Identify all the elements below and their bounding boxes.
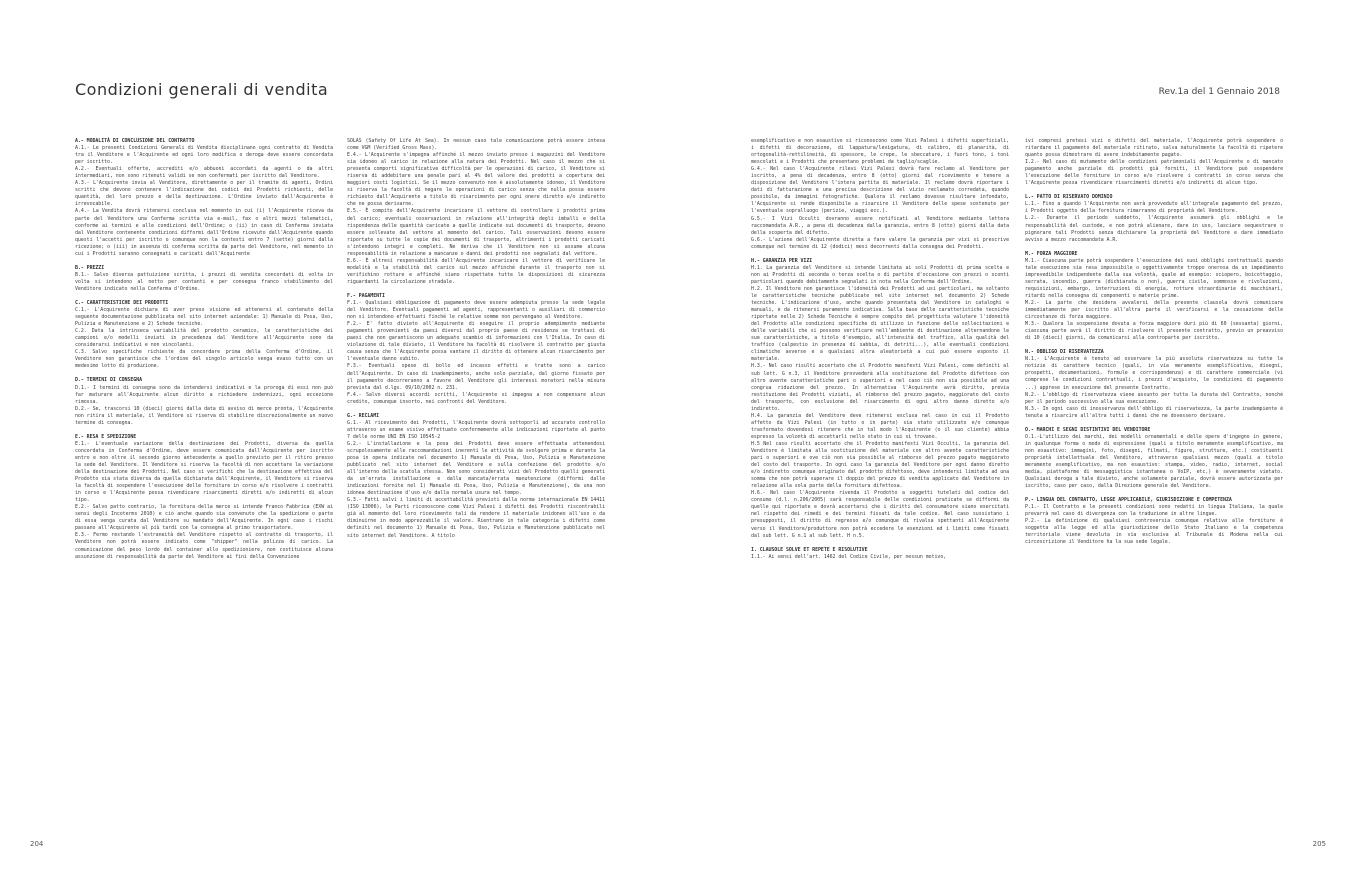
- page-number-right: 205: [1312, 840, 1326, 848]
- clause-paragraph: C.3. Salvo specifiche richieste da concordare prima della Conferma d'Ordine, il Venditore non garantisce che l'ordine del singolo articolo venga evaso tutto con un medesimo lotto di produzione.: [75, 349, 333, 370]
- clause-paragraph: H.6.- Nel caso l'Acquirente rivenda il Prodotto a soggetti tutelati dal codice del consumo (d.l. n.206/2005) sarà responsabile delle condizioni praticate se difformi da quelle qui riportate e dovrà accertarsi che i diritti del consumatore siano esercitati nel rispetto dei rimedi e dei termini fissati da tale codice. Nel caso sussistano i presupposti, il diritto di regresso e/o comunque di rivalsa spettanti all'Acquirente verso il Venditore/produttore non potrà eccedere le esenzioni ed i limiti come fissati dal sub lett. G n.1 al sub lett. H n.5.: [751, 490, 1009, 539]
- clause-paragraph: G.2.- L'installazione e la posa dei Prodotti deve essere effettuata attenendosi scrupolosamente alle raccomandazioni inerenti le attività da svolgere prima e durante la posa in opera indicate nel documento 1) Manuale di Posa, Uso, Pulizia e Manutenzione pubblicato nel sito internet del Venditore e sulla confezione del prodotto e/o all'interno della scatola stessa. Non sono considerati vizi del Prodotto quelli generati da un'errata installazione e dalla mancata/errata manutenzione (difformi dalle indicazioni fornite nel 1) Manuale di Posa, Uso, Pulizia e Manutenzione), da una non idonea destinazione d'uso e/o dalla normale usura nel tempo.: [347, 440, 605, 497]
- clause-paragraph: B.1.- Salvo diversa pattuizione scritta, i prezzi di vendita concordati di volta in volta si intendono al netto per contanti e per consegna franco stabilimento del Venditore indicato nella Conferma d'Ordine.: [75, 271, 333, 292]
- clause-section: [1025, 497, 1283, 546]
- clause-paragraph: N.2.- L'obbligo di riservatezza viene assunto per tutta la durata del Contratto, nonché per il periodo successivo alla sua esecuzione.: [1025, 391, 1283, 405]
- clause-paragraph: F.1.- Qualsiasi obbligazione di pagamento deve essere adempiuta presso la sede legale del Venditore. Eventuali pagamenti ad agenti, rappresentanti o ausiliari di commercio non si intendono effettuati finché le relative somme non pervengano al Venditore.: [347, 300, 605, 321]
- clause-paragraph: esemplificativo e non esaustivo si riconoscono come Vizi Palesi i difetti superficiali, i difetti di decorazione, di lappatura/levigatura, di calibro, di planarità, di ortogonalità-rettilineità, di spessore, le crepe, le sbeccature, i fuori tono, i toni mescolati e i Prodotti che presentano problemi da taglio/scaglie.: [751, 138, 1009, 166]
- text-column-2: [347, 138, 605, 547]
- clause-paragraph: I.2.- Nel caso di mutamento delle condizioni patrimoniali dell'Acquirente o di mancato pagamento anche parziale di prodotti già forniti, il Venditore può sospendere l'esecuzione delle forniture in corso e/o risolvere i contratti in corso senza che l'Acquirente possa rivendicare risarcimenti diretti e/o indiretti di alcun tipo.: [1025, 159, 1283, 187]
- clause-section: [1025, 194, 1283, 243]
- clause-paragraph: E.2.- Salvo patto contrario, la fornitura della merce si intende Franco Fabbrica (EXW ai sensi degli Incoterms 2010) e ciò anche quando sia convenuto che la spedizione o parte di essa venga curata dal Venditore su mandato dell'Acquirente. In ogni caso i rischi passano all'Acquirente al più tardi con la consegna al primo trasportatore.: [75, 504, 333, 532]
- clause-paragraph: SOLAS (Safety Of Life At Sea). In nessun caso tale comunicazione potrà essere intesa come VGM (Verified Gross Mass).: [347, 138, 605, 152]
- clause-paragraph: ivi compresi pretesi vizi o difetti del materiale, l'Acquirente potrà sospendere o ritardare il pagamento del materiale ritirato, salva naturalmente la facoltà di ripetere quanto possa dimostrare di avere indebitamente pagato.: [1025, 138, 1283, 159]
- clause-paragraph: N.3.- In ogni caso di inosservanza dell'obbligo di riservatezza, la parte inadempiente è tenuta a risarcire all'altra tutti i danni che ne dovessero derivare.: [1025, 405, 1283, 419]
- clause-paragraph: G.6.- L'azione dell'Acquirente diretta a fare valere la garanzia per vizi si prescrive comunque nel termine di 12 (dodici) mesi decorrenti dalla consegna dei Prodotti.: [751, 236, 1009, 250]
- section-heading: N.- OBBLIGO DI RISERVATEZZA: [1025, 349, 1104, 356]
- clause-section: [75, 434, 333, 561]
- clause-paragraph: L.1.- Fino a quando l'Acquirente non avrà provveduto all'integrale pagamento del prezzo, i Prodotti oggetto della fornitura rimarranno di proprietà del Venditore.: [1025, 201, 1283, 215]
- revision-label: Rev.1a del 1 Gennaio 2018: [1158, 87, 1280, 97]
- clause-paragraph: C.2. Data la intrinseca variabilità del prodotto ceramico, le caratteristiche dei campioni e/o modelli inviati in precedenza dal Venditore all'Acquirente sono da considerarsi indicativi e non vincolanti.: [75, 328, 333, 349]
- clause-paragraph: H.3.- Nel caso risulti accertato che il Prodotto manifesti Vizi Palesi, come definiti al sub lett. G n.3, il Venditore provvederà alla sostituzione del Prodotto difettoso con altro avente caratteristiche pari o superiori e nel caso ciò non sia possibile ad una congrua riduzione del prezzo. In alternativa l'Acquirente avrà diritto, previa restituzione dei Prodotti viziati, al rimborso del prezzo pagato, maggiorato del costo del trasporto, con esclusione del risarcimento di ogni altro danno diretto e/o indiretto.: [751, 363, 1009, 412]
- clause-paragraph: C.1.- L'Acquirente dichiara di aver preso visione ed attenersi al contenuto della seguente documentazione pubblicata nel sito internet aziendale: 1) Manuale di Posa, Uso, Pulizia e Manutenzione e 2) Schede tecniche.: [75, 307, 333, 328]
- section-heading: H.- GARANZIA PER VIZI: [751, 257, 813, 264]
- clause-paragraph: E.1.- L'eventuale variazione della destinazione dei Prodotti, diversa da quella concordata in Conferma d'Ordine, deve essere comunicata dall'Acquirente per iscritto entro e non oltre il secondo giorno antecedente a quello previsto per il ritiro presso la sede del Venditore. Il Venditore si riserva la facoltà di non accettare la variazione della destinazione dei Prodotti. Nel caso si verifichi che la destinazione effettiva del Prodotto sia stata diversa da quella dichiarata dall'Acquirente, il Venditore si riserva la facoltà di sospendere l'esecuzione delle forniture in corso e/o risolvere i contratti in corso e l'Acquirente possa rivendicare risarcimenti diretti e/o indiretti di alcun tipo.: [75, 440, 333, 504]
- clause-paragraph: D.2.- Se, trascorsi 10 (dieci) giorni dalla data di avviso di merce pronta, l'Acquirente non ritira il materiale, il Venditore si riserva di stabilire discrezionalmente un nuovo termine di consegna.: [75, 405, 333, 426]
- clause-paragraph: G.1.- Al ricevimento dei Prodotti, l'Acquirente dovrà sottoporli ad accurato controllo attraverso un esame visivo effettuato conformemente alle indicazioni riportate al punto 7 delle norme UNI EN ISO 10545-2: [347, 419, 605, 440]
- clause-paragraph: H.2. Il Venditore non garantisce l'idoneità dei Prodotti ad usi particolari, ma soltanto le caratteristiche tecniche pubblicate nel sito internet nel documento 2) Schede tecniche. L'indicazione d'uso, anche quando presentata dal Venditore in cataloghi e manuali, è da ritenersi puramente indicativa. Sulla base delle caratteristiche tecniche riportate nelle 2) Schede Tecniche è sempre compito del progettista valutare l'idoneità del Prodotto alle condizioni specifiche di utilizzo in funzione delle sollecitazioni e delle variabili che si possono verificare nell'ambiente di destinazione alternandone le sue caratteristiche, a titolo d'esempio, all'intensità del traffico, alla qualità del traffico (calpestio in presenza di sabbia, di detriti...), alle eventuali condizioni climatiche avverse e a qualsiasi altra aleatorietà a cui può essere esposto il materiale.: [751, 285, 1009, 363]
- section-heading: F.- PAGAMENTI: [347, 292, 385, 299]
- clause-paragraph: D.1.- I termini di consegna sono da intendersi indicativi e la proroga di essi non può far maturare all'Acquirente alcun diritto a richiedere indennizzi, ogni eccezione rimossa.: [75, 384, 333, 405]
- clause-section: [751, 258, 1009, 540]
- clause-paragraph: F.4.- Salvo diversi accordi scritti, l'Acquirente si impegna a non compensare alcun credito, comunque insorto, nei confronti del Venditore.: [347, 391, 605, 405]
- clause-paragraph: M.2.- La parte che desidera avvalersi della presente clausola dovrà comunicare immediatamente per iscritto all'altra parte il verificarsi e la cessazione delle circostanze di forza maggiore.: [1025, 299, 1283, 321]
- text-column-4: [1025, 138, 1283, 553]
- clause-paragraph: F.3.- Eventuali spese di bollo ed incasso effetti e tratte sono a carico dell'Acquirente. In caso di inadempimento, anche solo parziale, dal giorno fissato per il pagamento decorreranno a favore del Venditore gli interessi moratori nella misura prevista dal d.lgs. 09/10/2002 n. 231.: [347, 363, 605, 391]
- section-heading: D.- TERMINI DI CONSEGNA: [75, 377, 142, 384]
- clause-paragraph: M.1.- Ciascuna parte potrà sospendere l'esecuzione dei suoi obblighi contrattuali quando tale esecuzione sia resa impossibile o oggettivamente troppo onerosa da un impedimento imprevedibile indipendente dalla sua volontà, quale ad esempio: sciopero, boicottaggio, serrata, incendio, guerra (dichiarata o non), guerra civile, sommosse e rivoluzioni, requisizioni, embargo, interruzioni di energia, rotture straordinarie di macchinari, ritardi nella consegna di componenti o materie prime.: [1025, 257, 1283, 299]
- clause-paragraph: O.1.-L'utilizzo dei marchi, dei modelli ornamentali e delle opere d'ingegno in genere, in qualunque forma o modo di espressione (quali a titolo meramente esemplificativo, ma non esaustivo: immagini, foto, disegni, filmati, figure, strutture, etc.) costituenti proprietà intellettuale del Venditore, attraverso qualsiasi mezzo (quali a titolo meramente esemplificativo, ma non esaustivo: stampa, video, radio, internet, social media, piattaforme di messaggistica istantanea o VoIP, etc.) è severamente vietato. Qualsiasi deroga a tale divieto, anche solamente parziale, dovrà essere autorizzata per iscritto, caso per caso, dalla Direzione generale del Venditore.: [1025, 433, 1283, 490]
- clause-paragraph: P.1.- Il Contratto e le presenti condizioni sono redatti in lingua Italiana, la quale prevarrà nel caso di divergenza con la traduzione in altre lingue.: [1025, 504, 1283, 518]
- section-heading: G.- RECLAMI: [347, 412, 380, 419]
- clause-paragraph: A.3.- L'Acquirente invia al Venditore, direttamente o per il tramite di agenti, Ordini scritti che devono contenere l'indicazione dei codici dei Prodotti richiesti, delle quantità, del loro prezzo e della destinazione. L'Ordine inviato dall'Acquirente è irrevocabile.: [75, 180, 333, 208]
- section-heading: E.- RESA E SPEDIZIONE: [75, 433, 137, 440]
- clause-section: [347, 138, 605, 286]
- text-column-3: [751, 138, 1009, 568]
- clause-section: [347, 413, 605, 540]
- page-title: Condizioni generali di vendita: [75, 80, 329, 99]
- clause-section: [1025, 138, 1283, 187]
- clause-paragraph: P.2.- La definizione di qualsiasi controversia comunque relativa alle forniture è soggetta alla legge ed alla giurisdizione dello Stato Italiano e la competenza territoriale viene devoluta in via esclusiva al Tribunale di Modena nella cui circoscrizione il Venditore ha la sua sede legale.: [1025, 518, 1283, 546]
- clause-paragraph: H.1. La garanzia del Venditore si intende limitata ai soli Prodotti di prima scelta e non ai Prodotti di seconda o terza scelta o di partite d'occasione con prezzi o sconti particolari quando debitamente segnalati in nota nella Conferma dell'Ordine.: [751, 264, 1009, 285]
- clause-paragraph: E.6.- È altresì responsabilità dell'Acquirente incaricare il vettore di verificare le modalità e la stabilità del carico sul mezzo affinché durante il trasporto non si verifichino rotture e affinché siano rispettate tutte le disposizioni di sicurezza riguardanti la circolazione stradale.: [347, 257, 605, 285]
- clause-paragraph: N.1.- L'Acquirente è tenuto ad osservare la più assoluta riservatezza su tutte le notizie di carattere tecnico (quali, in via meramente esemplificativa, disegni, prospetti, documentazioni, formule e corrispondenza) e di carattere commerciale (vi comprese le condizioni contrattuali, i prezzi d'acquisto, le condizioni di pagamento ...) apprese in esecuzione del presente Contratto.: [1025, 356, 1283, 391]
- clause-section: [75, 265, 333, 293]
- section-heading: L.- PATTO DI RISERVATO DOMINIO: [1025, 194, 1113, 201]
- clause-section: [347, 293, 605, 406]
- clause-paragraph: I.1.- Ai sensi dell'art. 1462 del Codice Civile, per nessun motivo,: [751, 553, 947, 560]
- section-heading: I. CLAUSOLE SOLVE ET REPETE E RISOLUTIVE: [751, 546, 868, 553]
- clause-paragraph: M.3.- Qualora la sospensione dovuta a forza maggiore duri più di 60 (sessanta) giorni, ciascuna parte avrà il diritto di risolvere il presente contratto, previo un preavviso di 10 (dieci) giorni, da comunicarsi alla controparte per iscritto.: [1025, 321, 1283, 342]
- clause-paragraph: G.5.- I Vizi Occulti dovranno essere notificati al Venditore mediante lettera raccomandata A.R., a pena di decadenza dalla garanzia, entro 8 (otto) giorni dalla data della scoperta del difetto.: [751, 215, 1009, 236]
- clause-section: [1025, 349, 1283, 419]
- section-heading: M.- FORZA MAGGIORE: [1025, 250, 1078, 257]
- clause-paragraph: E.4.- L'Acquirente s'impegna affinché il mezzo inviato presso i magazzini del Venditore sia idoneo al carico in relazione alla natura dei Prodotti. Nel caso il mezzo che si presenta comporti significative difficoltà per le operazioni di carico, il Venditore si riserva di addebitare una penale pari al 4% del valore dei prodotti a copertura dei maggiori costi logistici. Se il mezzo convenuto non è assolutamente idoneo, il Venditore si riserva la facoltà di negare le operazioni di carico senza che nulla possa essere richiesto dall'Acquirente a titolo di risarcimento per ogni onere diretto e/o indiretto che ne possa derivarne.: [347, 152, 605, 208]
- clause-paragraph: E.3.- Fermo restando l'estraneità del Venditore rispetto al contratto di trasporto, il Venditore non potrà essere indicato come "shipper" nella polizza di carico. La comunicazione del peso lordo del container allo spedizioniere, non costituisce alcuna assunzione di responsabilità da parte del Venditore ai fini della Convenzione: [75, 532, 333, 560]
- clause-paragraph: F.2.- E' fatto divieto all'Acquirente di eseguire il proprio adempimento mediante pagamenti provenienti da paesi diversi dal proprio paese di residenza se trattasi di paesi che non garantiscono un adeguato scambio di informazioni con l'Italia. In caso di violazione di tale divieto, il Venditore ha facoltà di risolvere il contratto per giusta causa senza che l'Acquirente possa vantare il diritto di ottenere alcun risarcimento per l'eventuale danno subito.: [347, 321, 605, 363]
- clause-paragraph: E.5.- È compito dell'Acquirente incaricare il vettore di controllare i prodotti prima del carico; eventuali osservazioni in relazione all'integrità degli imballi e della rispondenza delle quantità caricate a quelle indicate sui documenti di trasporto, devono essere sollevate dal vettore al momento del carico. Tali osservazioni devono essere riportate su tutte le copie dei documenti di trasporto, altrimenti i prodotti caricati s'intendono integri e completi. Ne deriva che il Venditore non si assume alcuna responsabilità in relazione a mancanze o danni dei prodotti non segnalati dal vettore.: [347, 208, 605, 257]
- text-column-1: [75, 138, 333, 568]
- clause-section: [75, 138, 333, 258]
- clause-section: [751, 138, 1009, 251]
- clause-paragraph: A.2.- Eventuali offerte, accrediti e/o abbuoni accordati da agenti o da altri intermediari, non sono ritenuti validi se non confermati per iscritto dal Venditore.: [75, 166, 333, 180]
- clause-section: [751, 547, 1009, 561]
- clause-paragraph: G.4.- Nel caso l'Acquirente rilevi Vizi Palesi dovrà fare reclamo al Venditore per iscritto, a pena di decadenza, entro 8 (otto) giorni dal ricevimento e tenere a disposizione del Venditore l'intera partita di materiale. Il reclamo dovrà riportare i dati di fatturazione e una precisa descrizione del vizio reclamato corredata, quando possibile, da immagini fotografiche. Qualora il reclamo dovesse risultare infondato, l'Acquirente si rende disponibile a risarcire il Venditore delle spese sostenute per l'eventuale sopralluogo (perizie, viaggi ecc.).: [751, 166, 1009, 215]
- clause-paragraph: A.1.- Le presenti Condizioni Generali di Vendita disciplinano ogni contratto di Vendita tra il Venditore e l'Acquirente ed ogni loro modifica o deroga deve essere concordata per iscritto.: [75, 145, 333, 166]
- clause-section: [75, 300, 333, 370]
- clause-section: [75, 377, 333, 426]
- clause-section: [1025, 427, 1283, 490]
- section-heading: A.- MODALITÀ DI CONCLUSIONE DEL CONTRATTO: [75, 138, 195, 144]
- clause-paragraph: A.4.- La Vendita dovrà ritenersi conclusa nel momento in cui (i) l'Acquirente riceva da parte del Venditore una Conferma scritta via e-mail, fax o altri mezzi telematici, conforme ai termini e alle condizioni dell'Ordine; o (ii) in caso di Conferma inviata dal Venditore contenente condizioni difformi dall'Ordine ricevuto dall'Acquirente quando questi l'accetti per iscritto o comunque non la contesti entro 7 (sette) giorni dalla ricezione; o (iii) in assenza di conferma scritta da parte del Venditore, nel momento in cui i Prodotti saranno consegnati e caricati dall'Acquirente: [75, 208, 333, 257]
- clause-paragraph: G.3.- Fatti salvi i limiti di accettabilità previsti dalla norma internazionale EN 14411 (ISO 13006), le Parti riconoscono come Vizi Palesi i difetti dei Prodotti riscontrabili già al momento del loro ricevimento tali da rendere il materiale inidoneo all'uso o da diminuirne in modo apprezzabile il valore. Rientrano in tale categoria i difetti come definiti nel documento 1) Manuale di Posa, Uso, Pulizia e Manutenzione pubblicato nel sito internet del Venditore. A titolo: [347, 497, 605, 539]
- clause-paragraph: L.2.- Durante il periodo suddetto, l'Acquirente assumerà gli obblighi e le responsabilità del custode, e non potrà alienare, dare in uso, lasciare sequestrare o pignorare tali Prodotti senza dichiarare la proprietà del Venditore e dare immediato avviso a mezzo raccomandata A.R.: [1025, 215, 1283, 243]
- clause-paragraph: H.4. La garanzia del Venditore deve ritenersi esclusa nel caso in cui il Prodotto affetto da Vizi Palesi (in tutto o in parte) sia stato utilizzato e/o comunque trasformato dovendosi ritenere che in tal modo l'Acquirente (o il suo cliente) abbia espresso la volontà di accettarli nello stato in cui si trovano.: [751, 412, 1009, 440]
- section-heading: P.- LINGUA DEL CONTRATTO, LEGGE APPLICABILE, GIURISDIZIONE E COMPETENZA: [1025, 497, 1232, 504]
- page-number-left: 204: [30, 840, 44, 848]
- section-heading: B.- PREZZI: [75, 264, 105, 271]
- clause-section: [1025, 251, 1283, 343]
- clause-paragraph: H.5 Nel caso risulti accertato che il Prodotto manifesti Vizi Occulti, la garanzia del Venditore è limitata alla sostituzione del materiale con altro avente caratteristiche pari o superiori e ove ciò non sia possibile al rimborso del prezzo pagato maggiorato del costo del trasporto. In ogni caso la garanzia del Venditore per ogni danno diretto e/o indiretto comunque originato dal prodotto difettoso, deve intendersi limitata ad una somma che non potrà superare il doppio del prezzo di vendita applicato dal Venditore in relazione alla sola parte della fornitura difettosa.: [751, 440, 1009, 490]
- section-heading: C.- CARATTERISTICHE DEI PRODOTTI: [75, 299, 169, 306]
- section-heading: O.- MARCHI E SEGNI DISTINTIVI DEL VENDITORE: [1025, 426, 1151, 433]
